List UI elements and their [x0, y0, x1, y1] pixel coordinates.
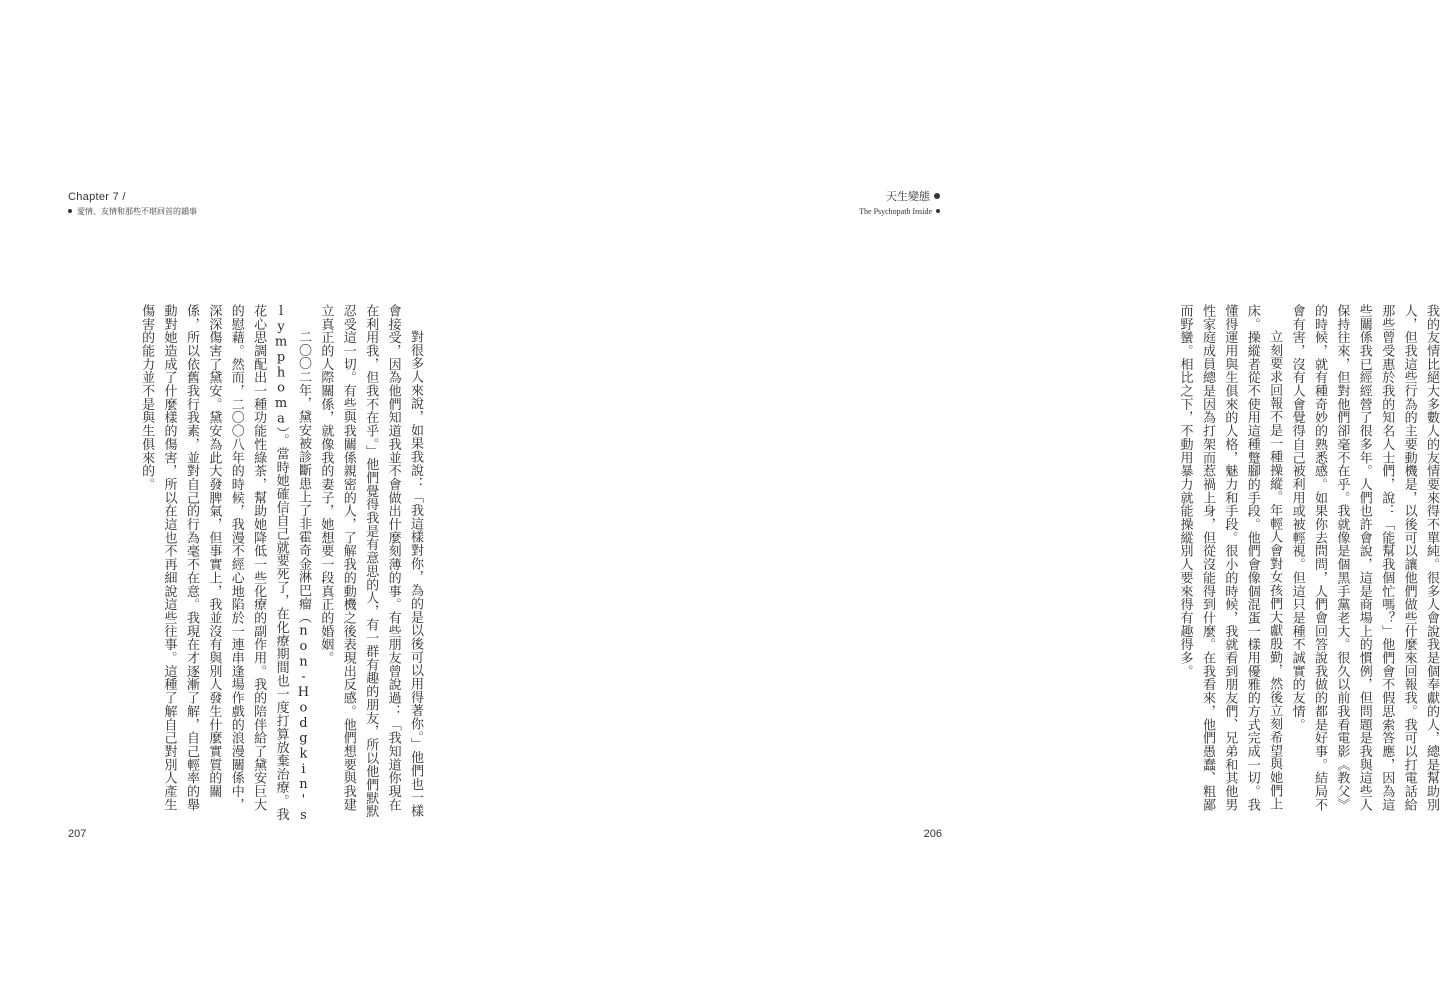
bullet-dot-icon	[68, 209, 72, 213]
book-subtitle: The Psychopath Inside	[859, 207, 932, 216]
book-subtitle-line	[859, 206, 940, 218]
left-running-head	[68, 190, 197, 218]
right-running-head	[859, 190, 940, 218]
chapter-subtitle: 愛情、友情和那些不堪回首的韻事	[77, 207, 197, 216]
chapter-label: Chapter 7 /	[68, 191, 126, 203]
page-number-left: 207	[68, 828, 87, 840]
book-title: 天生變態	[886, 190, 930, 203]
left-page	[0, 0, 500, 1000]
right-body-text	[1098, 304, 1442, 824]
chapter-subtitle-line	[68, 206, 197, 218]
paragraph: 對很多人來說，如果我說：「我這樣對你，為的是以後可以用得著你。」他們也一樣會接受，因為他們知道我並不會做出什麼刻薄的事。有些朋友曾說過：「我知道你現在在利用我，但我不在乎。」他們覺得我是有意思的人，有一群有趣的朋友，所以他們默默忍受這一切。有些與我關係親密的人，了解我的動機之後表現出反感。他們想要與我建立真正的人際關係，就像我的妻子，她想要一段真正的婚姻。	[318, 304, 423, 819]
book-title-line	[859, 190, 940, 204]
paragraph: 立刻要求回報不是一種操縱。年輕人會對女孩們大獻殷勤，然後立刻希望與她們上床。操縱者從不使用這種蹩腳的手段。他們會像個混蛋一樣用優雅的方式完成一切。我懂得運用與生俱來的人格，魅力和手段。很小的時候，我就看到朋友們、兄弟和其他男性家庭成員總是因為打架而惹禍上身，但從沒能得到什麼。在我看來，他們愚蠢、粗鄙而野蠻。相比之下，不動用暴力就能操縱別人要來得有趣得多。	[1177, 304, 1283, 812]
paragraph: 我的友情比絕大多數人的友情要來得不單純。很多人會說我是個奉獻的人，總是幫助別人，但我這些行為的主要動機是，以後可以讓他們做些什麼來回報我。我可以打電話給那些曾受惠於我的知名人士們，說：「能幫我個忙嗎？」他們會不假思索答應，因為這些關係我已經經營了很多年。人們也許會說，這是商場上的慣例，但問題是我與這些人保持往來，但對他們卻毫不在乎。我就像是個黑手黨老大。很久以前我看電影《教父》的時候，就有種奇妙的熟悉感。如果你去問問，人們會回答說我做的都是好事。結局不會有害，沒有人會覺得自己被利用或被輕視。但這只是種不誠實的友情。	[1289, 304, 1439, 812]
page-number-right: 206	[923, 828, 942, 840]
right-page	[500, 0, 1439, 1000]
bullet-dot-icon	[934, 193, 940, 199]
bullet-dot-icon	[936, 209, 940, 213]
paragraph: 二〇〇二年，黛安被診斷患上了非霍奇金淋巴瘤（non-Hodgkin's lymphoma）。當時她確信自己就要死了，在化療期間也一度打算放棄治療。我花心思調配出一種功能性綠茶，幫助她降低一些化療的副作用。我的陪伴給了黛安巨大的慰藉。然而，二〇〇八年的時候，我漫不經心地陷於一連串逢場作戲的浪漫關係中，深深傷害了黛安。黛安為此大發脾氣，但事實上，我並沒有與別人發生什麼實質的關係，所以依舊我行我素，並對自己的行為毫不在意。我現在才逐漸了解，自己輕率的舉動對她造成了什麼樣的傷害，所以在這也不再細說這些往事。這種了解自己對別人產生傷害的能力並不是與生俱來的。	[139, 304, 311, 824]
left-body-text	[58, 304, 426, 824]
